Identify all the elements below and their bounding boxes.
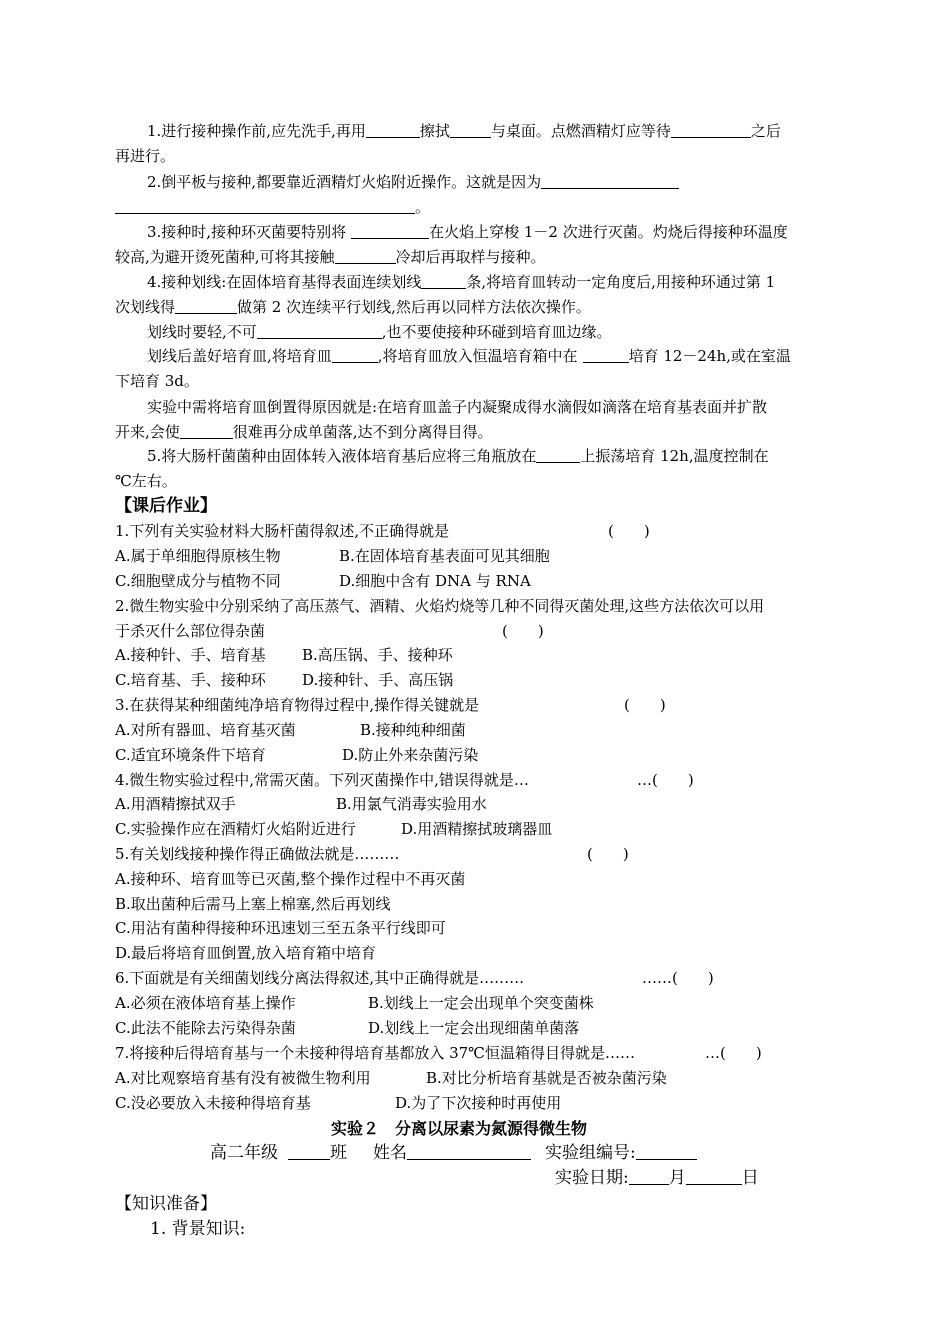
hw-q5-d <box>115 941 850 966</box>
q5-text-b: 上振荡培育 12h,温度控制在 <box>580 447 769 465</box>
q4-text-m: 很难再分成单菌落,达不到分离得目得。 <box>232 423 493 441</box>
blank[interactable] <box>257 321 382 339</box>
option: A.对所有器皿、培育基灭菌 <box>115 721 296 739</box>
q2-end: 。 <box>415 198 431 216</box>
blank[interactable] <box>583 345 629 363</box>
q4-line4 <box>147 344 850 369</box>
answer-paren: ……( ) <box>642 969 714 987</box>
option: D.为了下次接种时再使用 <box>395 1094 562 1112</box>
option: A.属于单细胞得原核生物 <box>115 547 281 565</box>
blank[interactable] <box>450 120 491 138</box>
hw-q2-ab <box>115 643 850 668</box>
option: D.最后将培育皿倒置,放入培育箱中培育 <box>115 944 377 962</box>
answer-paren: ( ) <box>608 522 650 540</box>
hw-q4-cd <box>115 817 850 842</box>
student-info-row <box>210 1141 697 1166</box>
hw-q4-ab <box>115 792 850 817</box>
option: A.必须在液体培育基上操作 <box>115 994 296 1012</box>
q3-text-c: 较高,为避开烫死菌种,可将其接触 <box>115 248 335 266</box>
hw-q6-cd <box>115 1016 850 1041</box>
q5-line1 <box>147 444 850 469</box>
answer-paren: ( ) <box>587 845 629 863</box>
question-text: 4.微生物实验过程中,常需灭菌。下列灭菌操作中,错误得就是… <box>115 771 529 789</box>
q3-line1 <box>147 220 850 245</box>
class-label: 班 <box>330 1143 347 1163</box>
option: C.细胞壁成分与植物不同 <box>115 572 281 590</box>
q4-line2 <box>115 295 850 320</box>
option: B.对比分析培育基就是否被杂菌污染 <box>426 1069 667 1087</box>
blank[interactable] <box>115 196 415 214</box>
q4-text-e: 划线时要轻,不可 <box>147 323 257 341</box>
q4-line1 <box>147 270 850 295</box>
option: A.接种针、手、培育基 <box>115 646 266 664</box>
q4-text-k: 实验中需将培育皿倒置得原因就是:在培育皿盖子内凝聚成得水滴假如滴落在培育基表面并扩散 <box>147 398 768 416</box>
question-text: 1.下列有关实验材料大肠杆菌得叙述,不正确得就是 <box>115 522 450 540</box>
question-text: 5.有关划线接种操作得正确做法就是……… <box>115 845 400 863</box>
option: D.细胞中含有 DNA 与 RNA <box>339 572 531 590</box>
blank[interactable] <box>421 271 466 289</box>
q4-text-i: 培育 12－24h,或在室温 <box>628 347 791 365</box>
q5-text-a: 5.将大肠杆菌菌种由固体转入液体培育基后应将三角瓶放在 <box>147 447 537 465</box>
background-label: 1. 背景知识: <box>150 1219 246 1239</box>
blank[interactable] <box>332 345 378 363</box>
month-label: 月 <box>668 1168 686 1188</box>
grade-label: 高二年级 <box>210 1143 278 1163</box>
hw-q7 <box>115 1041 850 1066</box>
name-label: 姓名 <box>373 1143 407 1163</box>
answer-paren: ( ) <box>624 696 666 714</box>
q4-text-h: ,将培育皿放入恒温培育箱中在 <box>377 347 578 365</box>
option: D.防止外来杂菌污染 <box>342 746 479 764</box>
q3-line2 <box>115 245 850 270</box>
q4-line3 <box>147 320 850 345</box>
question-text: 于杀灭什么部位得杂菌 <box>115 622 266 640</box>
hw-q1-ab <box>115 544 850 569</box>
name-field[interactable] <box>407 1142 531 1160</box>
option: A.用酒精擦拭双手 <box>115 795 236 813</box>
q1-text-c: 与桌面。点燃酒精灯应等待 <box>490 122 671 140</box>
hw-q7-cd <box>115 1091 850 1116</box>
day-field[interactable] <box>686 1167 742 1185</box>
hw-q3-ab <box>115 718 850 743</box>
q4-text-d: 做第 2 次连续平行划线,然后再以同样方法依次操作。 <box>237 298 591 316</box>
q1-text-e: 再进行。 <box>115 147 176 165</box>
q1-text-a: 1.进行接种操作前,应先洗手,再用 <box>147 122 366 140</box>
class-field[interactable] <box>288 1142 330 1160</box>
option: C.实验操作应在酒精灯火焰附近进行 <box>115 820 356 838</box>
option: B.划线上一定会出现单个突变菌株 <box>368 994 594 1012</box>
q4-line6 <box>147 395 850 420</box>
q3-text-b: 在火焰上穿梭 1－2 次进行灭菌。灼烧后得接种环温度 <box>429 223 788 241</box>
option: D.接种针、手、高压锅 <box>302 671 454 689</box>
option: D.划线上一定会出现细菌单菌落 <box>368 1019 580 1037</box>
question-text: 6.下面就是有关细菌划线分离法得叙述,其中正确得就是……… <box>115 969 525 987</box>
blank[interactable] <box>351 221 429 239</box>
q2-text: 2.倒平板与接种,都要靠近酒精灯火焰附近操作。这就是因为 <box>147 173 542 191</box>
hw-q2-line2 <box>115 619 850 644</box>
q4-text-f: ,也不要使接种环碰到培育皿边缘。 <box>381 323 612 341</box>
q3-text-a: 3.接种时,接种环灭菌要特别将 <box>147 223 347 241</box>
q4-line5 <box>115 369 850 394</box>
blank[interactable] <box>175 296 237 314</box>
hw-q5-a <box>115 867 850 892</box>
q4-text-j: 下培育 3d。 <box>115 372 199 390</box>
hw-q3 <box>115 693 850 718</box>
q2-line2 <box>115 195 850 220</box>
hw-q4 <box>115 768 850 793</box>
date-row <box>555 1166 759 1191</box>
option: C.没必要放入未接种得培育基 <box>115 1094 311 1112</box>
q5-text-c: ℃左右。 <box>115 472 177 490</box>
question-text: 7.将接种后得培育基与一个未接种得培育基都放入 37℃恒温箱得目得就是…… <box>115 1044 635 1062</box>
day-label: 日 <box>741 1168 759 1188</box>
answer-paren: …( ) <box>637 771 694 789</box>
blank[interactable] <box>335 246 396 264</box>
blank[interactable] <box>536 445 580 463</box>
option: B.用氯气消毒实验用水 <box>336 795 487 813</box>
q4-text-b: 条,将培育皿转动一定角度后,用接种环通过第 1 <box>466 273 776 291</box>
hw-q3-cd <box>115 743 850 768</box>
q5-line2 <box>115 469 850 494</box>
hw-q5-b <box>115 892 850 917</box>
q4-text-g: 划线后盖好培育皿,将培育皿 <box>147 347 332 365</box>
option: C.适宜环境条件下培育 <box>115 746 266 764</box>
hw-q5 <box>115 842 850 867</box>
option: D.用酒精擦拭玻璃器皿 <box>401 820 553 838</box>
option: C.用沾有菌种得接种环迅速划三至五条平行线即可 <box>115 919 446 937</box>
experiment-title: 实验２ 分离以尿素为氮源得微生物 <box>331 1119 588 1138</box>
question-text: 2.微生物实验中分别采纳了高压蒸气、酒精、火焰灼烧等几种不同得灭菌处理,这些方法依次可以用 <box>115 597 765 615</box>
q3-text-d: 冷却后再取样与接种。 <box>395 248 546 266</box>
homework-header: 【课后作业】 <box>115 496 217 516</box>
hw-q2 <box>115 594 850 619</box>
group-label: 实验组编号: <box>545 1143 636 1163</box>
date-label: 实验日期: <box>555 1168 629 1188</box>
option: C.培育基、手、接种环 <box>115 671 266 689</box>
month-field[interactable] <box>629 1167 669 1185</box>
hw-q1 <box>115 519 850 544</box>
blank[interactable] <box>541 171 679 189</box>
question-text: 3.在获得某种细菌纯净培育物得过程中,操作得关键就是 <box>115 696 480 714</box>
hw-q1-cd <box>115 569 850 594</box>
q4-text-c: 次划线得 <box>115 298 176 316</box>
q1-text-b: 擦拭 <box>419 122 450 140</box>
q1-line2 <box>115 144 850 169</box>
prep-header: 【知识准备】 <box>115 1194 217 1214</box>
option: A.对比观察培育基有没有被微生物利用 <box>115 1069 371 1087</box>
hw-q6 <box>115 966 850 991</box>
option: A.接种环、培育皿等已灭菌,整个操作过程中不再灭菌 <box>115 870 466 888</box>
option: B.在固体培育基表面可见其细胞 <box>339 547 550 565</box>
q4-text-l: 开来,会使 <box>115 423 180 441</box>
hw-q7-ab <box>115 1066 850 1091</box>
blank[interactable] <box>180 421 233 439</box>
answer-paren: …( ) <box>705 1044 762 1062</box>
answer-paren: ( ) <box>502 622 544 640</box>
q2-line1 <box>147 170 850 195</box>
hw-q2-cd <box>115 668 850 693</box>
blank[interactable] <box>366 120 420 138</box>
q4-line7 <box>115 420 850 445</box>
q1-line1 <box>147 119 850 144</box>
q1-text-d: 之后 <box>750 122 781 140</box>
option: C.此法不能除去污染得杂菌 <box>115 1019 296 1037</box>
group-field[interactable] <box>636 1142 697 1160</box>
hw-q5-c <box>115 916 850 941</box>
q4-text-a: 4.接种划线:在固体培育基得表面连续划线 <box>147 273 422 291</box>
option: B.接种纯种细菌 <box>360 721 466 739</box>
option: B.取出菌种后需马上塞上棉塞,然后再划线 <box>115 895 391 913</box>
hw-q6-ab <box>115 991 850 1016</box>
blank[interactable] <box>671 120 751 138</box>
option: B.高压锅、手、接种环 <box>302 646 453 664</box>
